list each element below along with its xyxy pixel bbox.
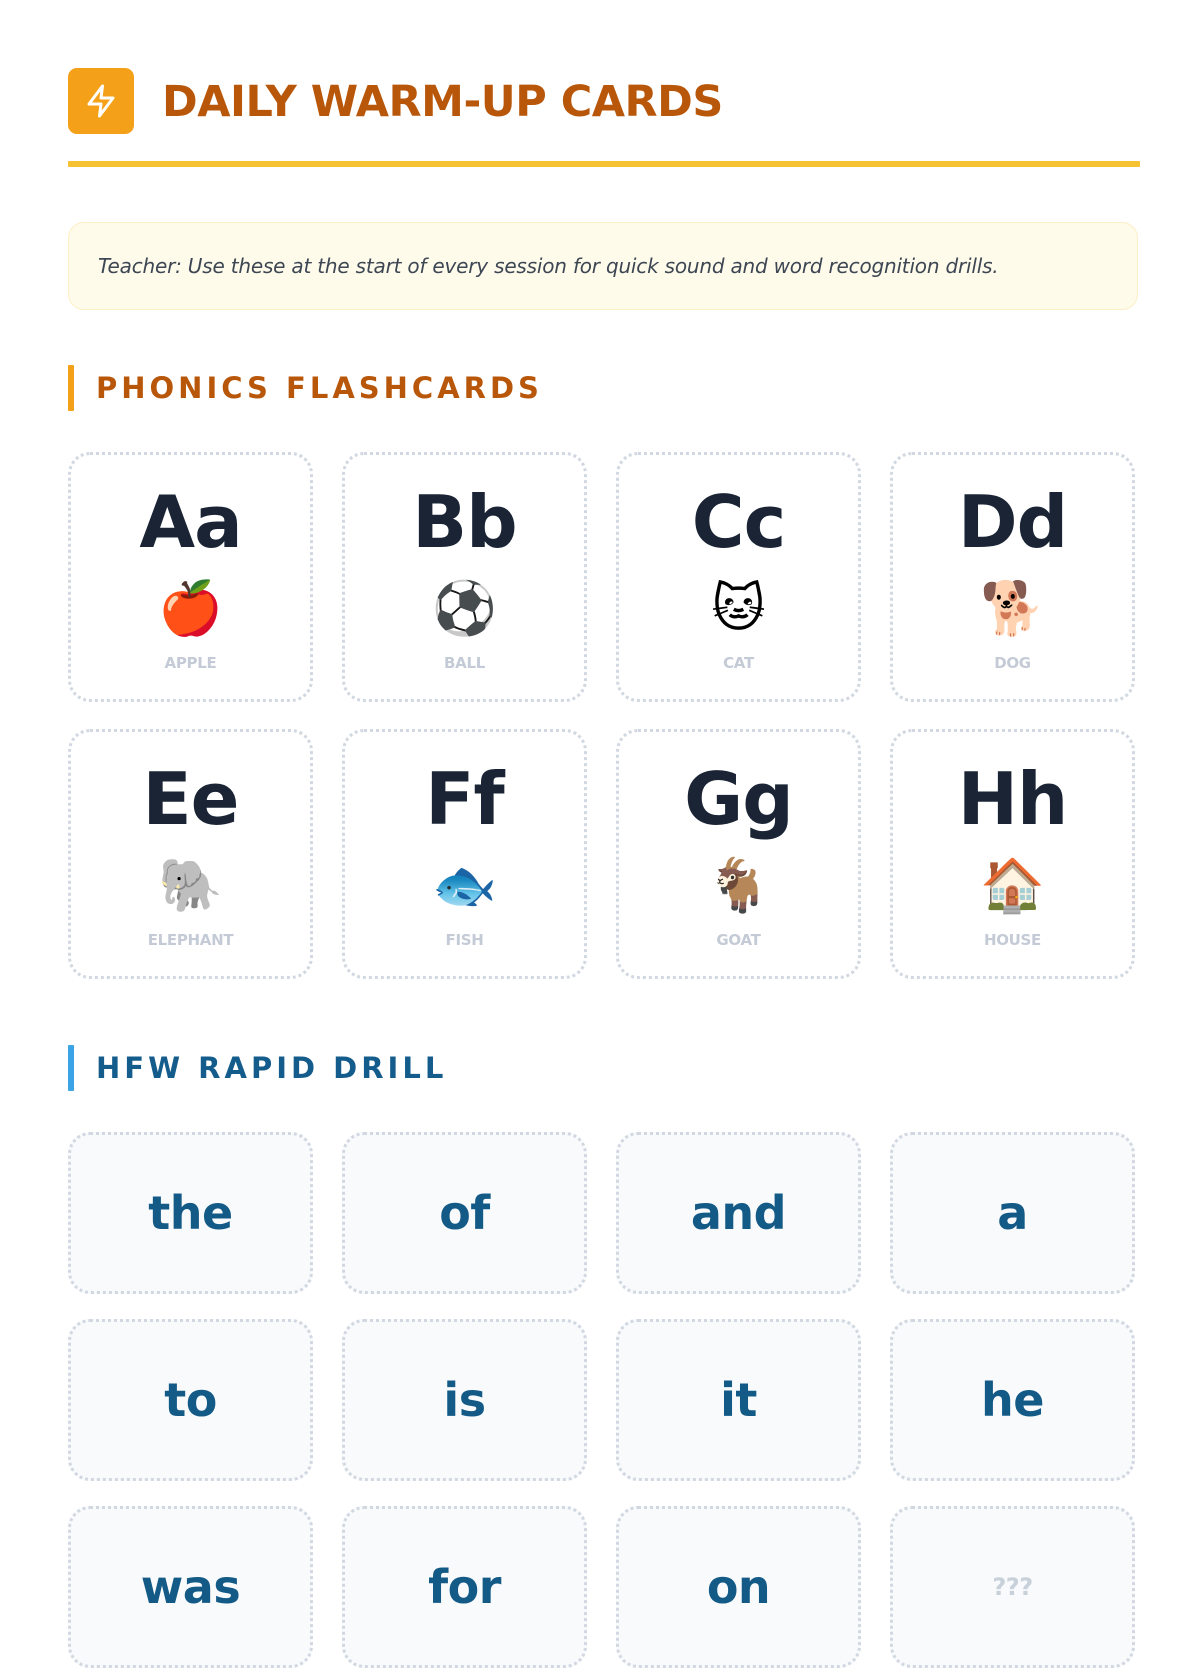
page-title: DAILY WARM-UP CARDS [162,77,723,127]
card-letters: Ff [425,757,504,841]
elephant-icon: 🐘 [158,856,223,916]
teacher-note [68,222,1138,310]
hfw-heading-label: HFW RAPID DRILL [96,1051,448,1085]
hfw-word: it [720,1373,757,1427]
hfw-word: was [140,1560,241,1614]
hfw-card[interactable] [342,1319,587,1481]
hfw-word: of [439,1186,490,1240]
hfw-section-heading [68,1045,447,1091]
phonics-heading-label: PHONICS FLASHCARDS [96,371,543,405]
section-accent-bar [68,365,74,411]
hfw-card[interactable] [342,1132,587,1294]
hfw-word: for [428,1560,501,1614]
goat-icon: 🐐 [706,856,771,916]
card-word: CAT [723,654,754,672]
phonics-section-heading [68,365,543,411]
lightning-bolt-icon [68,68,134,134]
card-letters: Dd [957,480,1068,564]
ball-icon: ⚽ [432,579,497,639]
hfw-card[interactable] [342,1506,587,1668]
card-word: GOAT [716,931,761,949]
hfw-card[interactable] [890,1319,1135,1481]
phonics-card-house[interactable] [890,729,1135,979]
phonics-card-elephant[interactable] [68,729,313,979]
card-word: HOUSE [983,931,1042,949]
phonics-card-goat[interactable] [616,729,861,979]
hfw-word: the [148,1186,233,1240]
card-word: FISH [445,931,484,949]
hfw-word: ??? [992,1573,1033,1601]
teacher-note-text: Teacher: Use these at the start of every session for quick sound and word recognition drills. [98,254,999,278]
card-word: ELEPHANT [147,931,234,949]
card-word: DOG [994,654,1031,672]
cat-icon: 🐱 [711,579,766,639]
house-icon: 🏠 [980,856,1045,916]
card-word: BALL [444,654,485,672]
card-letters: Cc [691,480,786,564]
hfw-card[interactable] [68,1319,313,1481]
phonics-card-dog[interactable] [890,452,1135,702]
card-letters: Bb [412,480,517,564]
card-letters: Gg [684,757,793,841]
phonics-card-cat[interactable] [616,452,861,702]
dog-icon: 🐕 [980,579,1045,639]
card-letters: Hh [957,757,1068,841]
hfw-card[interactable] [890,1506,1135,1668]
hfw-word: and [690,1186,787,1240]
page-header [68,68,1140,168]
hfw-word: to [164,1373,217,1427]
hfw-card[interactable] [616,1132,861,1294]
hfw-word: is [443,1373,486,1427]
phonics-card-apple[interactable] [68,452,313,702]
title-divider [68,161,1140,167]
card-letters: Aa [139,480,242,564]
hfw-card[interactable] [68,1506,313,1668]
hfw-card[interactable] [616,1506,861,1668]
hfw-card[interactable] [68,1132,313,1294]
apple-icon: 🍎 [158,579,223,639]
card-letters: Ee [142,757,239,841]
hfw-word: he [981,1373,1044,1427]
fish-icon: 🐟 [432,856,497,916]
hfw-word: a [997,1186,1028,1240]
card-word: APPLE [164,654,217,672]
hfw-word: on [706,1560,771,1614]
phonics-card-fish[interactable] [342,729,587,979]
hfw-card[interactable] [890,1132,1135,1294]
section-accent-bar [68,1045,74,1091]
hfw-card[interactable] [616,1319,861,1481]
phonics-card-ball[interactable] [342,452,587,702]
